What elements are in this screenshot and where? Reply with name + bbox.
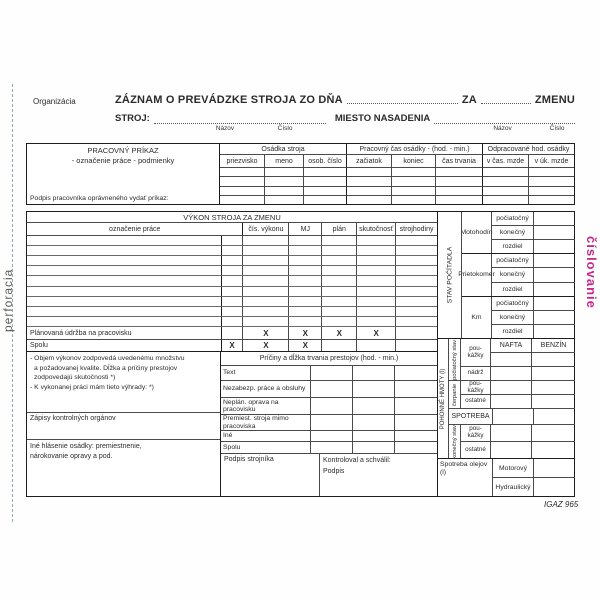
performance-row xyxy=(27,307,437,317)
performance-row xyxy=(27,317,437,327)
downtime-row xyxy=(221,431,437,442)
form-title-row xyxy=(115,94,575,106)
empty-cell xyxy=(347,168,392,176)
downtime-row-label: Iné xyxy=(221,431,311,441)
bottom-left-column xyxy=(27,352,221,496)
empty-cell xyxy=(222,287,244,296)
empty-cell xyxy=(491,381,532,394)
col-personal-number: osob. číslo xyxy=(304,155,347,167)
downtime-row xyxy=(221,366,437,381)
empty-cell xyxy=(322,297,357,306)
empty-cell xyxy=(222,266,244,275)
empty-cell xyxy=(396,246,437,255)
fuel-vertical-label: POHONNÉ HMOTY (l) xyxy=(438,339,449,458)
empty-cell xyxy=(357,236,396,245)
vouchers-label: pou-kážky xyxy=(461,425,491,441)
col-start: začiatok xyxy=(347,155,392,167)
counter-states-vertical-label: STAV POČÍTADLA xyxy=(438,212,462,338)
final-state-vertical-label: konečný stav xyxy=(449,425,461,458)
empty-cell xyxy=(27,297,222,306)
empty-cell xyxy=(534,268,575,281)
initial-state-vertical-label: počiatočný stav xyxy=(449,339,461,380)
empty-cell xyxy=(27,256,222,265)
numbering-label: číslovanie xyxy=(584,236,599,309)
fuel-final-block xyxy=(449,425,575,458)
counter-row xyxy=(492,268,575,282)
empty-cell xyxy=(395,398,437,414)
location-fill-line xyxy=(434,114,575,132)
empty-cell xyxy=(289,307,322,316)
oil-row xyxy=(493,459,575,478)
empty-cell xyxy=(534,226,575,239)
counter-group-label: Km xyxy=(462,297,492,338)
crew-row xyxy=(220,177,574,186)
empty-cell xyxy=(311,366,353,380)
empty-cell xyxy=(322,256,357,265)
empty-cell xyxy=(311,442,353,453)
empty-cell xyxy=(436,196,483,204)
empty-cell xyxy=(265,187,304,195)
empty-cell xyxy=(357,256,396,265)
counter-row-label: konečný xyxy=(492,268,534,281)
empty-cell xyxy=(311,381,353,397)
performance-body xyxy=(27,236,437,327)
fuel-initial-block xyxy=(449,339,575,381)
oil-row-label: Hydraulický xyxy=(493,478,534,496)
empty-cell xyxy=(534,254,575,267)
counter-row-label: počiatočný xyxy=(492,254,534,267)
empty-cell xyxy=(534,240,575,253)
empty-cell xyxy=(392,177,436,185)
empty-cell xyxy=(243,307,289,316)
sub-header-row xyxy=(220,155,574,168)
empty-cell xyxy=(220,187,265,195)
work-order-label-cell xyxy=(27,144,220,204)
empty-cell xyxy=(357,340,396,351)
empty-cell xyxy=(27,317,222,326)
downtime-section xyxy=(221,352,437,496)
organization-label: Organizácia xyxy=(33,97,76,106)
empty-cell xyxy=(529,187,574,195)
col-actual: skutočnosť xyxy=(357,223,396,235)
empty-cell xyxy=(322,266,357,275)
empty-cell xyxy=(289,297,322,306)
empty-cell xyxy=(222,297,244,306)
performance-title: VÝKON STROJA ZA ZMENU xyxy=(27,212,437,223)
time-group-header: Pracovný čas osádky - (hod. - min.) xyxy=(347,144,483,154)
diesel-header: NAFTA xyxy=(491,339,532,352)
empty-cell xyxy=(532,381,575,394)
oil-consumption-section xyxy=(438,459,575,496)
col-end: koniec xyxy=(392,155,436,167)
empty-cell xyxy=(529,177,574,185)
main-table xyxy=(26,211,575,497)
col-machine-hours: strojhodiny xyxy=(399,225,434,233)
location-name-caption: Názov xyxy=(493,125,512,132)
empty-cell xyxy=(532,395,575,408)
counter-row xyxy=(492,283,575,296)
downtime-title: Príčiny a dĺžka trvania prestojov (hod. - min.) xyxy=(221,352,437,366)
performance-row xyxy=(27,236,437,246)
empty-cell xyxy=(222,236,244,245)
empty-cell xyxy=(304,187,347,195)
empty-cell xyxy=(311,398,353,414)
empty-cell xyxy=(289,276,322,285)
shift-fill-line xyxy=(481,96,531,104)
consumption-label: SPOTREBA xyxy=(449,409,493,424)
x-mark: X xyxy=(357,327,396,339)
empty-cell xyxy=(243,266,289,275)
pumping-vertical-label: čerpanie xyxy=(449,381,461,408)
empty-cell xyxy=(243,246,289,255)
zmenu-label: ZMENU xyxy=(534,94,575,106)
empty-cell xyxy=(289,317,322,326)
downtime-row xyxy=(221,381,437,398)
empty-cell xyxy=(483,177,529,185)
empty-cell xyxy=(483,187,529,195)
empty-cell xyxy=(304,177,347,185)
x-mark: X xyxy=(289,340,322,351)
empty-cell xyxy=(353,415,395,430)
empty-cell xyxy=(395,431,437,441)
col-mj: MJ xyxy=(289,223,322,235)
col-performance-no: čís. výkonu xyxy=(243,223,289,235)
counter-row xyxy=(492,254,575,268)
empty-cell xyxy=(353,381,395,397)
empty-cell xyxy=(491,353,532,366)
planned-maintenance-row xyxy=(27,327,437,340)
empty-cell xyxy=(322,317,357,326)
empty-cell xyxy=(534,325,575,338)
empty-cell xyxy=(265,196,304,204)
vouchers-label: pou-kážky xyxy=(461,381,491,394)
counter-row-label: konečný xyxy=(492,226,534,239)
performance-row xyxy=(27,266,437,276)
empty-cell xyxy=(322,246,357,255)
col-duration: čas trvania xyxy=(436,155,483,167)
downtime-row xyxy=(221,442,437,454)
counter-row-label: rozdiel xyxy=(492,325,534,338)
group-header-row xyxy=(220,144,574,155)
empty-cell xyxy=(534,283,575,296)
consumption-row xyxy=(449,409,575,425)
oil-consumption-label: Spotreba olejov (l) xyxy=(438,459,493,496)
performance-row xyxy=(27,256,437,266)
col-time-wage: v čas. mzde xyxy=(483,155,529,167)
empty-cell xyxy=(483,168,529,176)
location-number-caption: Číslo xyxy=(549,125,565,132)
tank-label: nádrž xyxy=(461,367,491,380)
counter-row xyxy=(492,212,575,226)
empty-cell xyxy=(222,276,244,285)
empty-cell xyxy=(243,297,289,306)
empty-cell xyxy=(396,307,437,316)
empty-cell xyxy=(436,177,483,185)
empty-cell xyxy=(396,317,437,326)
counter-row-label: počiatočný xyxy=(492,212,534,225)
work-order-grid xyxy=(220,144,574,204)
empty-cell xyxy=(357,307,396,316)
counter-row xyxy=(492,226,575,240)
empty-cell xyxy=(353,398,395,414)
empty-cell xyxy=(357,297,396,306)
empty-cell xyxy=(436,168,483,176)
counter-group-flowmeter xyxy=(458,254,575,296)
empty-cell xyxy=(322,307,357,316)
downtime-row xyxy=(221,415,437,431)
empty-cell xyxy=(304,168,347,176)
x-mark: X xyxy=(289,327,322,339)
empty-cell xyxy=(353,442,395,453)
empty-cell xyxy=(220,177,265,185)
empty-cell xyxy=(534,409,575,424)
empty-cell xyxy=(532,367,575,380)
empty-cell xyxy=(392,187,436,195)
empty-cell xyxy=(222,256,244,265)
work-order-table xyxy=(26,143,575,205)
counter-row-label: rozdiel xyxy=(492,283,534,296)
empty-cell xyxy=(436,187,483,195)
crew-group-header: Osádka stroja xyxy=(220,144,347,154)
machine-number-caption: Číslo xyxy=(277,125,293,132)
empty-cell xyxy=(243,287,289,296)
empty-cell xyxy=(483,196,529,204)
other-label: ostatné xyxy=(461,395,491,408)
empty-cell xyxy=(289,246,322,255)
empty-cell xyxy=(289,287,322,296)
empty-cell xyxy=(27,307,222,316)
empty-cell xyxy=(347,187,392,195)
empty-cell xyxy=(27,266,222,275)
empty-cell xyxy=(534,311,575,324)
empty-cell xyxy=(347,177,392,185)
right-column xyxy=(438,212,575,496)
empty-cell xyxy=(222,327,244,339)
empty-cell xyxy=(289,266,322,275)
counter-row-label: počiatočný xyxy=(492,297,534,310)
x-mark: X xyxy=(322,327,357,339)
empty-cell xyxy=(534,297,575,310)
planned-maintenance-label: Plánovaná údržba na pracovisku xyxy=(27,327,222,339)
empty-cell xyxy=(491,395,532,408)
counter-group-km xyxy=(462,297,575,338)
empty-cell xyxy=(222,246,244,255)
work-order-subtitle: - označenie práce - podmienky xyxy=(71,155,175,165)
empty-cell xyxy=(27,276,222,285)
counter-row xyxy=(492,240,575,253)
counter-group-label: Prietokomer xyxy=(462,254,492,295)
empty-cell xyxy=(357,287,396,296)
x-mark: X xyxy=(243,340,289,351)
empty-cell xyxy=(529,168,574,176)
empty-cell xyxy=(357,266,396,275)
empty-cell xyxy=(493,409,534,424)
empty-cell xyxy=(353,431,395,441)
empty-cell xyxy=(396,340,437,351)
empty-cell xyxy=(396,327,437,339)
counter-row xyxy=(492,311,575,325)
oil-row-label: Motorový xyxy=(493,459,534,477)
crew-row xyxy=(220,187,574,196)
empty-cell xyxy=(311,415,353,430)
empty-cell xyxy=(532,353,575,366)
machine-fill-line xyxy=(154,114,326,132)
empty-cell xyxy=(357,317,396,326)
machine-label: STROJ: xyxy=(115,113,150,124)
empty-cell xyxy=(392,168,436,176)
empty-cell xyxy=(311,431,353,441)
empty-cell xyxy=(532,425,575,441)
performance-row xyxy=(27,287,437,297)
empty-cell xyxy=(392,196,436,204)
form-title: ZÁZNAM O PREVÁDZKE STROJA ZO DŇA xyxy=(115,94,343,106)
empty-cell xyxy=(491,425,532,441)
downtime-row-label: Spolu xyxy=(221,442,311,453)
empty-cell xyxy=(534,212,575,225)
total-label: Spolu xyxy=(27,340,222,351)
downtime-row xyxy=(221,398,437,415)
total-row xyxy=(27,340,437,352)
downtime-row-label: Nezabezp. práce a obsluhy xyxy=(221,381,311,397)
col-work-designation: označenie práce xyxy=(27,223,243,235)
empty-cell xyxy=(27,246,222,255)
crew-row xyxy=(220,168,574,177)
empty-cell xyxy=(395,381,437,397)
empty-cell xyxy=(396,266,437,275)
counter-group-motohours xyxy=(462,212,575,254)
form-number: IGAZ 965 xyxy=(544,500,579,509)
empty-cell xyxy=(395,442,437,453)
za-label: ZA xyxy=(461,94,477,106)
empty-cell xyxy=(27,287,222,296)
other-report-cell: Iné hlásenie osádky: premiestnenie, nárokovanie opravy a pod. xyxy=(30,443,142,460)
operator-signature-cell: Podpis strojníka xyxy=(221,454,320,496)
col-plan: plán xyxy=(322,223,357,235)
counter-groups xyxy=(458,212,575,338)
approval-signature-cell: Kontroloval a schválil: Podpis xyxy=(323,457,391,475)
empty-cell xyxy=(289,256,322,265)
location-label: MIESTO NASADENIA xyxy=(334,113,431,124)
bottom-section xyxy=(27,352,437,496)
empty-cell xyxy=(243,317,289,326)
performance-row xyxy=(27,246,437,256)
counter-row xyxy=(492,325,575,338)
vouchers-label: pou-kážky xyxy=(461,339,491,366)
col-firstname: meno xyxy=(265,155,304,167)
performance-header-row xyxy=(27,223,437,236)
empty-cell xyxy=(534,478,575,496)
crew-row xyxy=(220,196,574,204)
petrol-header: BENZÍN xyxy=(540,342,567,349)
hours-group-header: Odpracované hod. osádky xyxy=(487,145,570,153)
empty-cell xyxy=(243,256,289,265)
downtime-row-label: Neplán. oprava na pracovisku xyxy=(221,398,311,414)
downtime-row-label: Text xyxy=(221,366,311,380)
other-label: ostatné xyxy=(461,442,491,458)
empty-cell xyxy=(396,236,437,245)
empty-cell xyxy=(222,307,244,316)
empty-cell xyxy=(491,367,532,380)
empty-cell xyxy=(322,287,357,296)
empty-cell xyxy=(529,196,574,204)
downtime-row-label: Premiest. stroja mimo pracoviska xyxy=(221,415,311,430)
empty-cell xyxy=(289,236,322,245)
inspections-cell: Zápisy kontrolných orgánov xyxy=(27,413,220,440)
counter-row xyxy=(492,297,575,311)
x-mark: X xyxy=(243,327,289,339)
empty-cell xyxy=(395,366,437,380)
empty-cell xyxy=(357,276,396,285)
empty-cell xyxy=(396,287,437,296)
empty-cell xyxy=(220,196,265,204)
counter-row-label: rozdiel xyxy=(492,240,534,253)
empty-cell xyxy=(347,196,392,204)
empty-cell xyxy=(534,459,575,477)
col-surname: priezvisko xyxy=(220,155,265,167)
empty-cell xyxy=(27,236,222,245)
empty-cell xyxy=(395,415,437,430)
perforation-label: perforacia xyxy=(1,268,15,332)
counter-group-label: Motohodín xyxy=(462,212,492,253)
empty-cell xyxy=(322,276,357,285)
empty-cell xyxy=(396,276,437,285)
performance-section xyxy=(27,212,438,496)
empty-cell xyxy=(396,297,437,306)
empty-cell xyxy=(265,177,304,185)
work-order-title: PRACOVNÝ PRÍKAZ xyxy=(87,146,159,155)
empty-cell xyxy=(353,366,395,380)
oil-row xyxy=(493,478,575,496)
empty-cell xyxy=(220,168,265,176)
order-signature-note: Podpis pracovníka oprávneného vydať príkaz: xyxy=(30,195,169,202)
empty-cell xyxy=(491,442,532,458)
quality-declaration: - Objem výkonov zodpovedá uvedenému množstvu a požadovanej kvalite. Dĺžka a príčiny prestojov zodpovedajú skutočnosti *) - K vykonanej práci mám tieto výhrady: *) xyxy=(27,352,220,413)
empty-cell xyxy=(265,168,304,176)
fuel-pumping-block xyxy=(449,381,575,409)
empty-cell xyxy=(322,236,357,245)
empty-cell xyxy=(532,442,575,458)
col-piece-wage: v úk. mzde xyxy=(534,157,569,165)
empty-cell xyxy=(222,317,244,326)
empty-cell xyxy=(322,340,357,351)
signature-row xyxy=(221,454,437,496)
machine-name-caption: Názov xyxy=(215,125,235,132)
empty-cell xyxy=(243,276,289,285)
empty-cell xyxy=(357,246,396,255)
empty-cell xyxy=(396,256,437,265)
machine-location-row xyxy=(115,113,575,132)
date-fill-line xyxy=(347,96,458,104)
empty-cell xyxy=(243,236,289,245)
fuel-type-header xyxy=(491,339,575,353)
x-mark: X xyxy=(222,340,244,351)
fuel-section xyxy=(438,339,575,459)
empty-cell xyxy=(304,196,347,204)
counter-states-section xyxy=(438,212,575,339)
performance-row xyxy=(27,297,437,307)
counter-row-label: konečný xyxy=(492,311,534,324)
performance-row xyxy=(27,276,437,286)
